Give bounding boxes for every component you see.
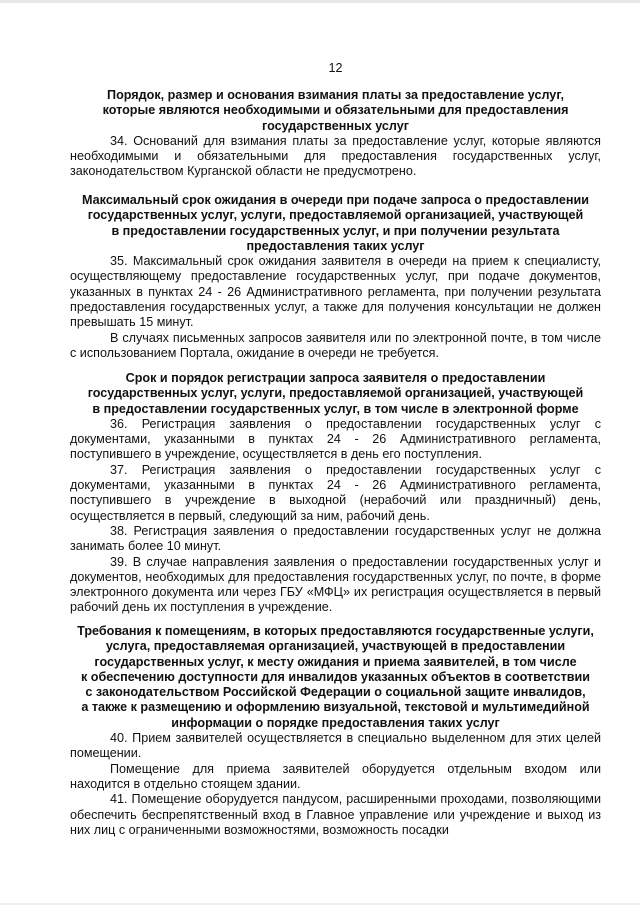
- section-heading-line: государственных услуг: [262, 118, 409, 133]
- paragraph-40-continued: Помещение для приема заявителей оборудуется отдельным входом или находится в отдельно стоящем здании.: [70, 761, 601, 791]
- section-heading-line: к обеспечению доступности для инвалидов указанных объектов в соответствии: [81, 669, 590, 684]
- paragraph-35-continued: В случаях письменных запросов заявителя или по электронной почте, в том числе с использованием Портала, ожидание в очереди не требуется.: [70, 330, 601, 360]
- section-heading-line: Требования к помещениям, в которых предоставляются государственные услуги,: [77, 624, 594, 638]
- section-heading-line: государственных услуг, услуги, предоставляемой организацией, участвующей: [87, 208, 584, 223]
- section-heading-line: а также к размещению и оформлению визуальной, текстовой и мультимедийной: [81, 700, 590, 715]
- section-heading-line: услуга, предоставляемая организацией, участвующей в предоставлении: [105, 639, 566, 654]
- section-heading-line: в предоставлении государственных услуг, и при получении результата: [111, 223, 560, 238]
- paragraph-41: 41. Помещение оборудуется пандусом, расширенными проходами, позволяющими обеспечить беспрепятственный вход в Главное управление или учреждение и выход из них лиц с ограниченными возможностями, возможность посадки: [70, 792, 601, 837]
- section-heading-line: которые являются необходимыми и обязательными для предоставления: [102, 103, 569, 118]
- paragraph-38: 38. Регистрация заявления о предоставлении государственных услуг не должна занимать более 10 минут.: [70, 523, 601, 554]
- section-heading-line: информации о порядке предоставления таких услуг: [171, 715, 500, 730]
- section-registration: [70, 371, 601, 616]
- section-payment: [70, 88, 601, 180]
- section-heading-line: государственных услуг, услуги, предоставляемой организацией, участвующей: [87, 386, 584, 401]
- section-heading-line: Максимальный срок ожидания в очереди при подаче запроса о предоставлении: [82, 193, 589, 207]
- section-heading-line: с законодательством Российской Федерации о социальной защите инвалидов,: [85, 685, 586, 700]
- section-queue-time: [70, 193, 601, 361]
- paragraph-35: 35. Максимальный срок ожидания заявителя в очереди на прием к специалисту, осуществляющему предоставление государственных услуг, при подаче документов, указанных в пунктах 24 - 26 Административного регламента, при получении результата предоставления государственных услуг, а также для получения консультации не должен превышать 15 минут.: [70, 254, 601, 330]
- paragraph-39: 39. В случае направления заявления о предоставлении государственных услуг и документов, необходимых для предоставления государственных услуг, по почте, в форме электронного документа или через ГБУ «МФЦ» их регистрация осуществляется в первый рабочий день их поступления в учреждение.: [70, 554, 601, 615]
- section-heading-line: предоставления таких услуг: [246, 238, 425, 253]
- paragraph-34: 34. Оснований для взимания платы за предоставление услуг, которые являются необходимыми и обязательными для предоставления государственных услуг, законодательством Курганской области не предусмотрено.: [70, 133, 601, 179]
- page-number: 12: [328, 61, 343, 75]
- paragraph-36: 36. Регистрация заявления о предоставлении государственных услуг с документами, указанными в пунктах 24 - 26 Административного регламента, поступившего в учреждение, осуществляется в день его поступления.: [70, 416, 601, 462]
- section-heading-line: в предоставлении государственных услуг, в том числе в электронной форме: [92, 401, 579, 416]
- scan-top-edge: [0, 0, 640, 3]
- section-heading-line: Срок и порядок регистрации запроса заявителя о предоставлении: [125, 371, 546, 385]
- section-heading-line: Порядок, размер и основания взимания платы за предоставление услуг,: [107, 88, 564, 102]
- paragraph-37: 37. Регистрация заявления о предоставлении государственных услуг с документами, указанными в пунктах 24 - 26 Административного регламента, поступившего в учреждение в выходной (нерабочий или праздничный) день, осуществляется в первый, следующий за ним, рабочий день.: [70, 462, 601, 523]
- section-premises: [70, 624, 601, 838]
- paragraph-40: 40. Прием заявителей осуществляется в специально выделенном для этих целей помещении.: [70, 731, 601, 761]
- section-heading-line: государственных услуг, к месту ожидания и приема заявителей, в том числе: [94, 654, 577, 669]
